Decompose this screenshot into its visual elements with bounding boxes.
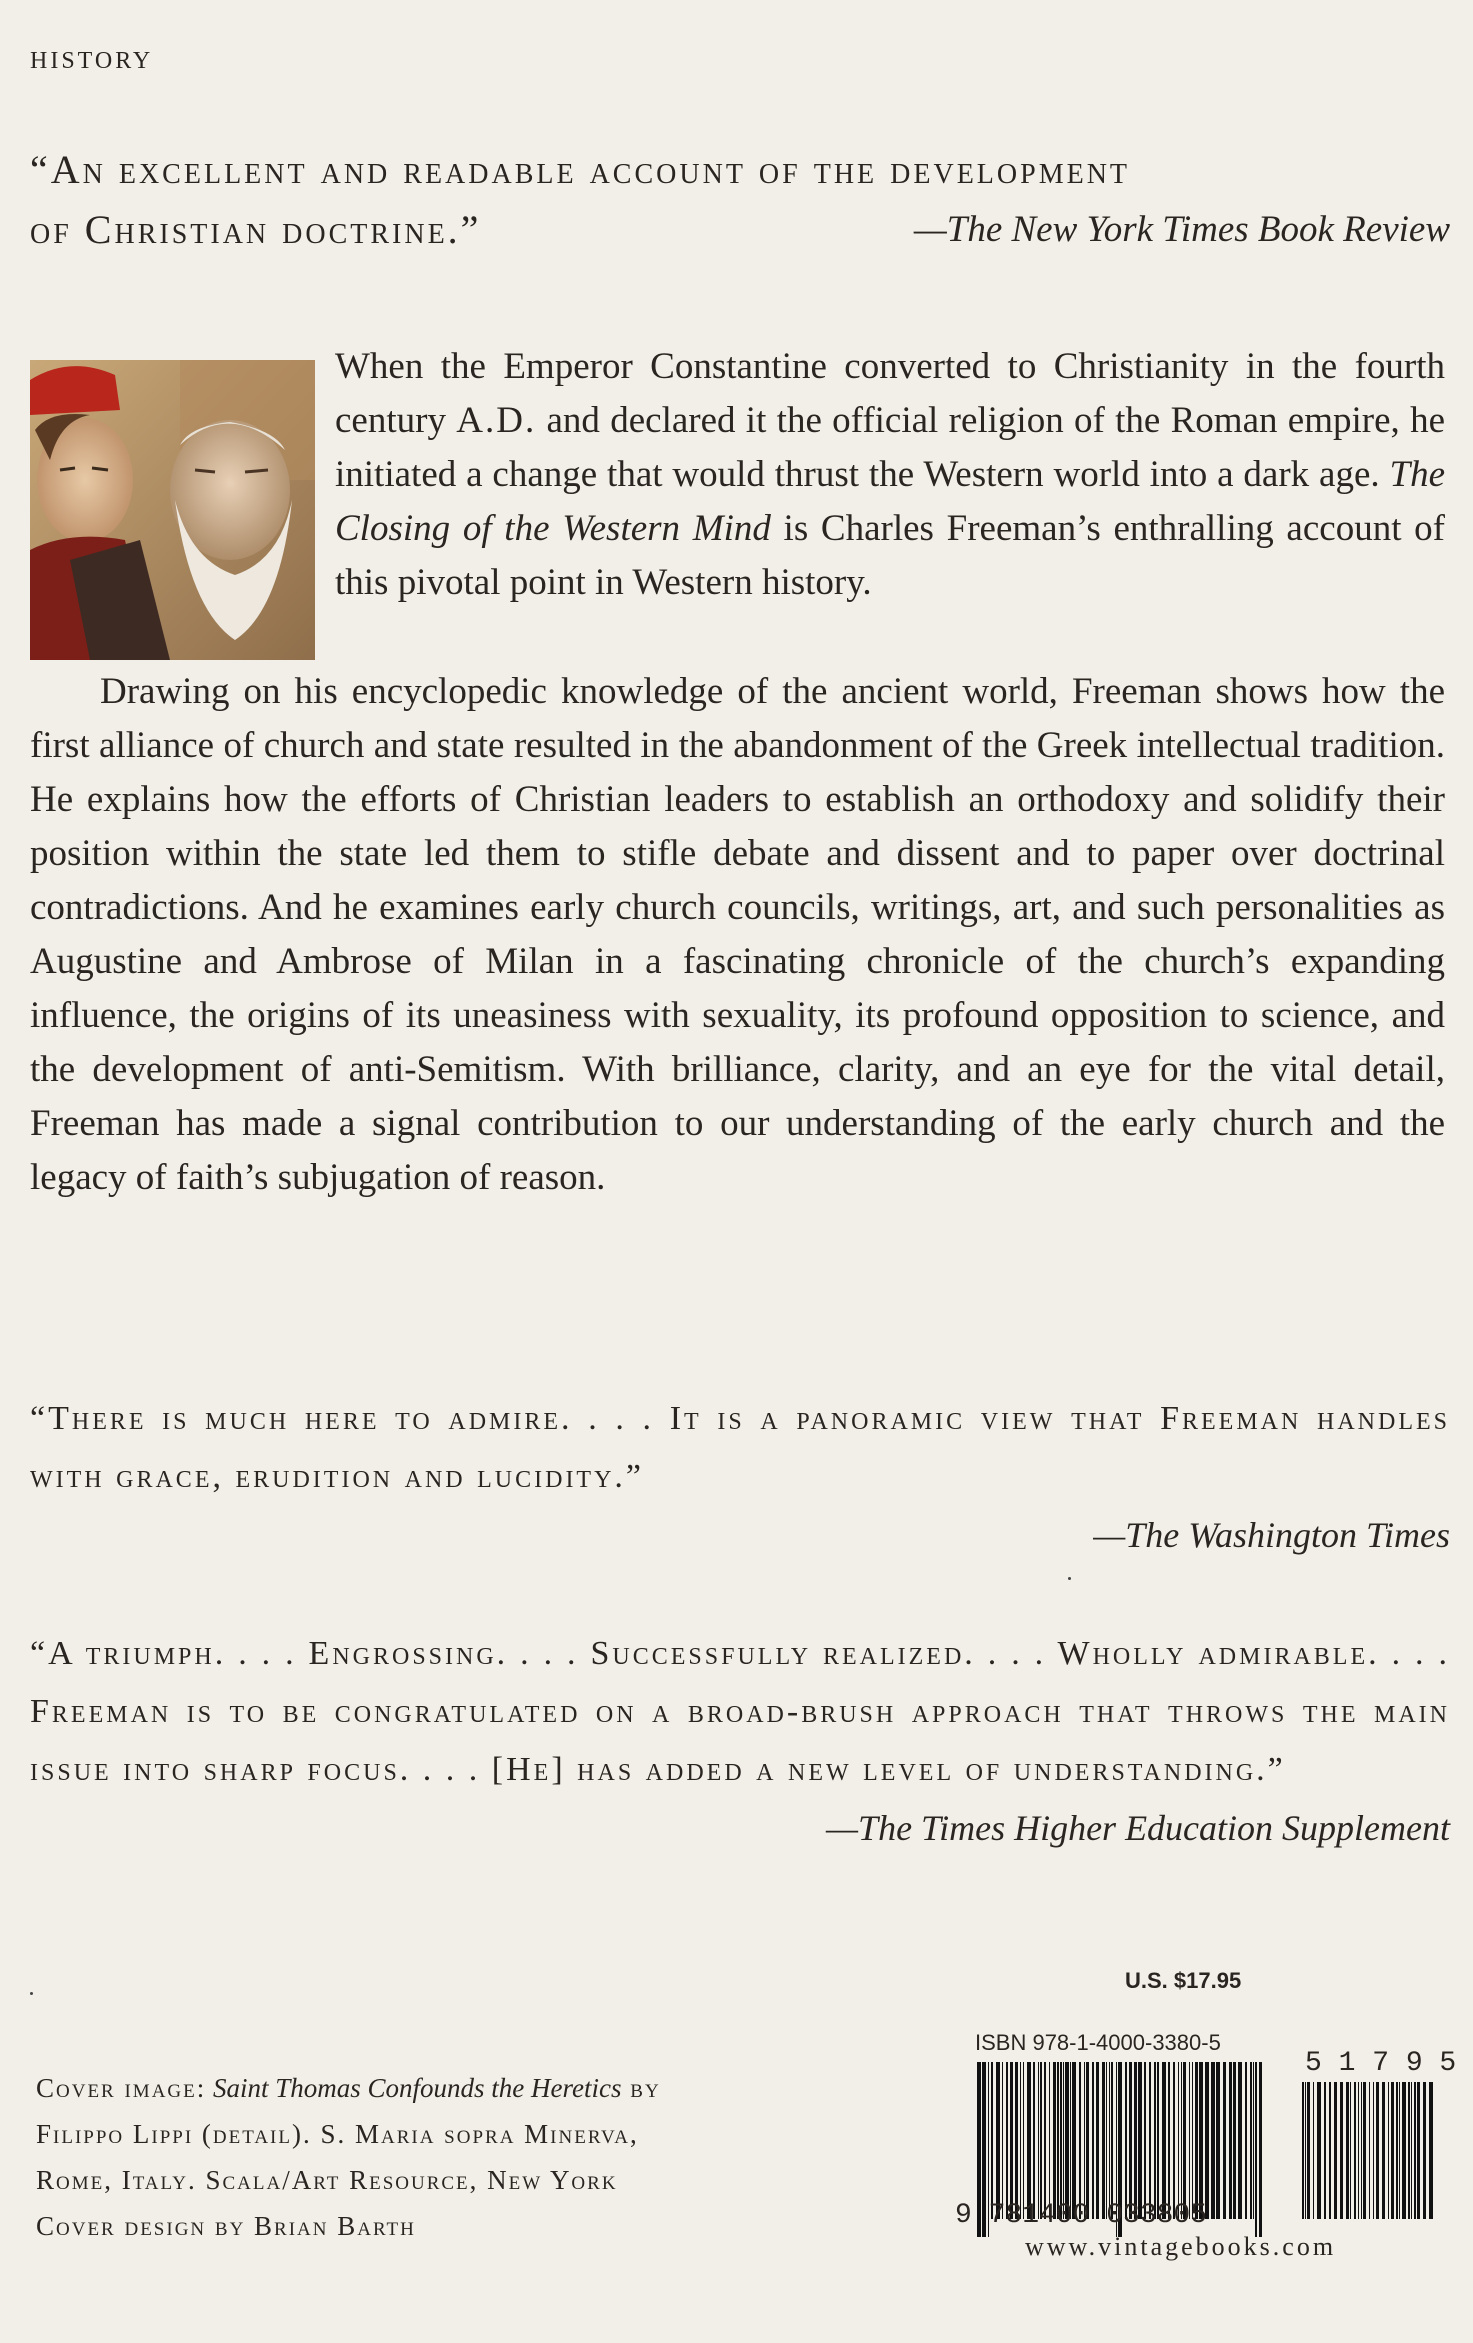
- barcode-bar: [1302, 2082, 1304, 2219]
- barcode-bar: [1205, 2062, 1209, 2219]
- barcode-bar: [1154, 2062, 1156, 2219]
- barcode-bar: [1178, 2062, 1179, 2219]
- barcode-addon: [1300, 2082, 1435, 2237]
- barcode-bar: [1259, 2062, 1262, 2237]
- barcode-bar: [1334, 2082, 1337, 2219]
- price-label: U.S. $17.95: [1125, 1968, 1242, 1993]
- barcode-bar: [1038, 2062, 1039, 2219]
- barcode-bar: [1109, 2062, 1110, 2219]
- barcode-bar: [1106, 2062, 1107, 2219]
- barcode-bar: [1411, 2082, 1412, 2219]
- barcode-bar: [1358, 2082, 1359, 2219]
- quote-wt-attribution: —The Washington Times: [1093, 1515, 1450, 1555]
- barcode-bar: [1020, 2062, 1021, 2219]
- barcode-bar: [1307, 2082, 1310, 2219]
- barcode-bar: [1063, 2062, 1064, 2219]
- barcode-bar: [1391, 2082, 1394, 2219]
- barcode-bar: [1369, 2082, 1370, 2219]
- barcode-bar: [1125, 2062, 1127, 2219]
- barcode-main-digits: 9 781400 033805: [955, 2200, 1208, 2231]
- quote-washington-times: [30, 1390, 1450, 1564]
- barcode-bar: [1373, 2082, 1374, 2219]
- quote-nyt-attribution: —The New York Times Book Review: [913, 209, 1450, 250]
- barcode-bar: [1162, 2062, 1166, 2219]
- barcode-bar: [1002, 2062, 1003, 2219]
- painting-title: Saint Thomas Confounds the Heretics: [213, 2073, 622, 2103]
- description-lead: When the Emperor Constantine converted to Christianity in the fourth century A.D. and declared it the official religion of the Roman empire, he initiated a change that would thrust the Western world into a dark age. The Closing of the Western Mind is Charles Freeman’s enthralling account of this pivotal point in Western history.: [335, 346, 1445, 603]
- quote-nyt-line1: “An excellent and readable account of the development: [30, 147, 1131, 192]
- barcode-bar: [1033, 2062, 1035, 2219]
- barcode-bar: [1388, 2082, 1389, 2219]
- barcode-bar: [1192, 2062, 1193, 2219]
- barcode-bar: [1253, 2062, 1254, 2219]
- barcode-bar: [1027, 2062, 1031, 2219]
- barcode-bar: [1181, 2062, 1182, 2219]
- barcode-bar: [1157, 2062, 1159, 2219]
- quote-nyt: [30, 140, 1450, 260]
- barcode-bar: [1211, 2062, 1215, 2219]
- barcode-bar: [1138, 2062, 1142, 2219]
- barcode-bar: [1317, 2082, 1321, 2219]
- quote-nyt-line2: of Christian doctrine.”: [30, 207, 482, 252]
- quote-wt-text: “There is much here to admire. . . . It is a panoramic view that Freeman handles with grace, erudition and lucidity.”: [30, 1400, 1450, 1495]
- barcode-bar: [1255, 2062, 1257, 2237]
- barcode-bar: [1223, 2062, 1226, 2219]
- quote-the-text: “A triumph. . . . Engrossing. . . . Successfully realized. . . . Wholly admirable. . . . Freeman is to be congratulated on a broad-brush approach that throws the main issue into sharp focus. . . . [He] has added a new level of understanding.”: [30, 1635, 1450, 1788]
- barcode-bar: [1129, 2062, 1132, 2219]
- barcode-bar: [1096, 2062, 1099, 2219]
- barcode-bar: [1329, 2082, 1331, 2219]
- barcode-bar: [1238, 2062, 1242, 2219]
- barcode-bar: [1079, 2062, 1081, 2219]
- barcode-bar: [1340, 2082, 1343, 2219]
- isbn-label: ISBN 978-1-4000-3380-5: [975, 2030, 1221, 2055]
- barcode-bar: [1086, 2062, 1089, 2219]
- speck: [1068, 1577, 1071, 1580]
- category-label: HISTORY: [30, 48, 154, 74]
- barcode-bar: [1414, 2082, 1416, 2219]
- barcode-bar: [1429, 2082, 1433, 2219]
- speck: [30, 1992, 33, 1995]
- barcode-bar: [991, 2062, 993, 2219]
- barcode-bar: [1346, 2082, 1349, 2219]
- barcode-bar: [1250, 2062, 1252, 2219]
- barcode-bar: [1144, 2062, 1146, 2219]
- barcode-bar: [1189, 2062, 1190, 2219]
- barcode-bar: [1065, 2062, 1069, 2219]
- barcode-bar: [1070, 2062, 1071, 2219]
- barcode-bar: [1361, 2082, 1362, 2219]
- barcode-bar: [1363, 2082, 1366, 2219]
- barcode-bar: [996, 2062, 1000, 2219]
- barcode-bar: [1023, 2062, 1024, 2219]
- barcode-bar: [1354, 2082, 1356, 2219]
- barcode-bar: [1183, 2062, 1186, 2219]
- barcode-bar: [1350, 2082, 1351, 2219]
- barcode-bar: [1049, 2062, 1050, 2219]
- barcode-bar: [1111, 2062, 1113, 2219]
- barcode-bar: [1408, 2082, 1410, 2219]
- description-paragraph2: Drawing on his encyclopedic knowledge of the ancient world, Freeman shows how the first alliance of church and state resulted in the abandonment of the Greek intellectual tradition. He explains how the efforts of Christian leaders to establish an orthodoxy and solidify their position within the state led them to stifle debate and dissent and to paper over doctrinal contradictions. And he examines early church councils, writings, art, and such personalities as Augustine and Ambrose of Milan in a fascinating chronicle of the church’s expanding influence, the origins of its uneasiness with sexuality, its profound opposition to science, and the development of anti-Semitism. With brilliance, clarity, and an eye for the vital detail, Freeman has made a signal contribution to our understanding of the early church and the legacy of faith’s subjugation of reason.: [30, 671, 1445, 1198]
- barcode-bar: [1199, 2062, 1203, 2219]
- quote-the-attribution: —The Times Higher Education Supplement: [826, 1808, 1450, 1848]
- barcode-bar: [1376, 2082, 1379, 2219]
- publisher-website: www.vintagebooks.com: [1025, 2232, 1337, 2261]
- barcode-bar: [1134, 2062, 1137, 2219]
- barcode-bar: [1060, 2062, 1062, 2219]
- barcode-bar: [1149, 2062, 1151, 2219]
- barcode-bar: [1195, 2062, 1198, 2219]
- barcode-bar: [1015, 2062, 1018, 2219]
- barcode-bar: [1324, 2082, 1326, 2219]
- barcode-bar: [1313, 2082, 1314, 2219]
- cover-credits: Cover image: Saint Thomas Confounds the Heretics by Filippo Lippi (detail). S. Maria sopra Minerva, Rome, Italy. Scala/Art Resource, New York Cover design by Brian Barth: [36, 2073, 661, 2241]
- barcode-bar: [1396, 2082, 1398, 2219]
- painting-detail-image: [30, 360, 315, 660]
- barcode-bar: [1382, 2082, 1385, 2219]
- barcode-bar: [1040, 2062, 1042, 2219]
- book-title: The Closing of the Western Mind: [335, 454, 1445, 549]
- barcode-bar: [1229, 2062, 1232, 2219]
- barcode-addon-digits: 5 1 7 9 5: [1305, 2048, 1457, 2079]
- barcode-bar: [1084, 2062, 1085, 2219]
- barcode-bar: [1399, 2082, 1400, 2219]
- barcode-bar: [1072, 2062, 1076, 2219]
- barcode-bar: [1417, 2082, 1420, 2219]
- era-abbrev: A.D.: [456, 400, 537, 441]
- barcode-bar: [1423, 2082, 1426, 2219]
- barcode-bar: [1168, 2062, 1170, 2219]
- barcode-bar: [1057, 2062, 1059, 2219]
- barcode-bar: [1006, 2062, 1008, 2219]
- quote-times-higher-ed: [30, 1625, 1450, 1857]
- barcode-bar: [1245, 2062, 1247, 2219]
- barcode-bar: [1402, 2082, 1406, 2219]
- barcode-bar: [1092, 2062, 1094, 2219]
- barcode-bar: [1233, 2062, 1236, 2219]
- barcode-bar: [1010, 2062, 1013, 2219]
- barcode-bar: [1102, 2062, 1105, 2219]
- barcode-bar: [1216, 2062, 1220, 2219]
- barcode-bar: [1305, 2082, 1306, 2219]
- barcode-bar: [1173, 2062, 1175, 2219]
- barcode-bar: [1053, 2062, 1056, 2219]
- barcode-bar: [1044, 2062, 1046, 2219]
